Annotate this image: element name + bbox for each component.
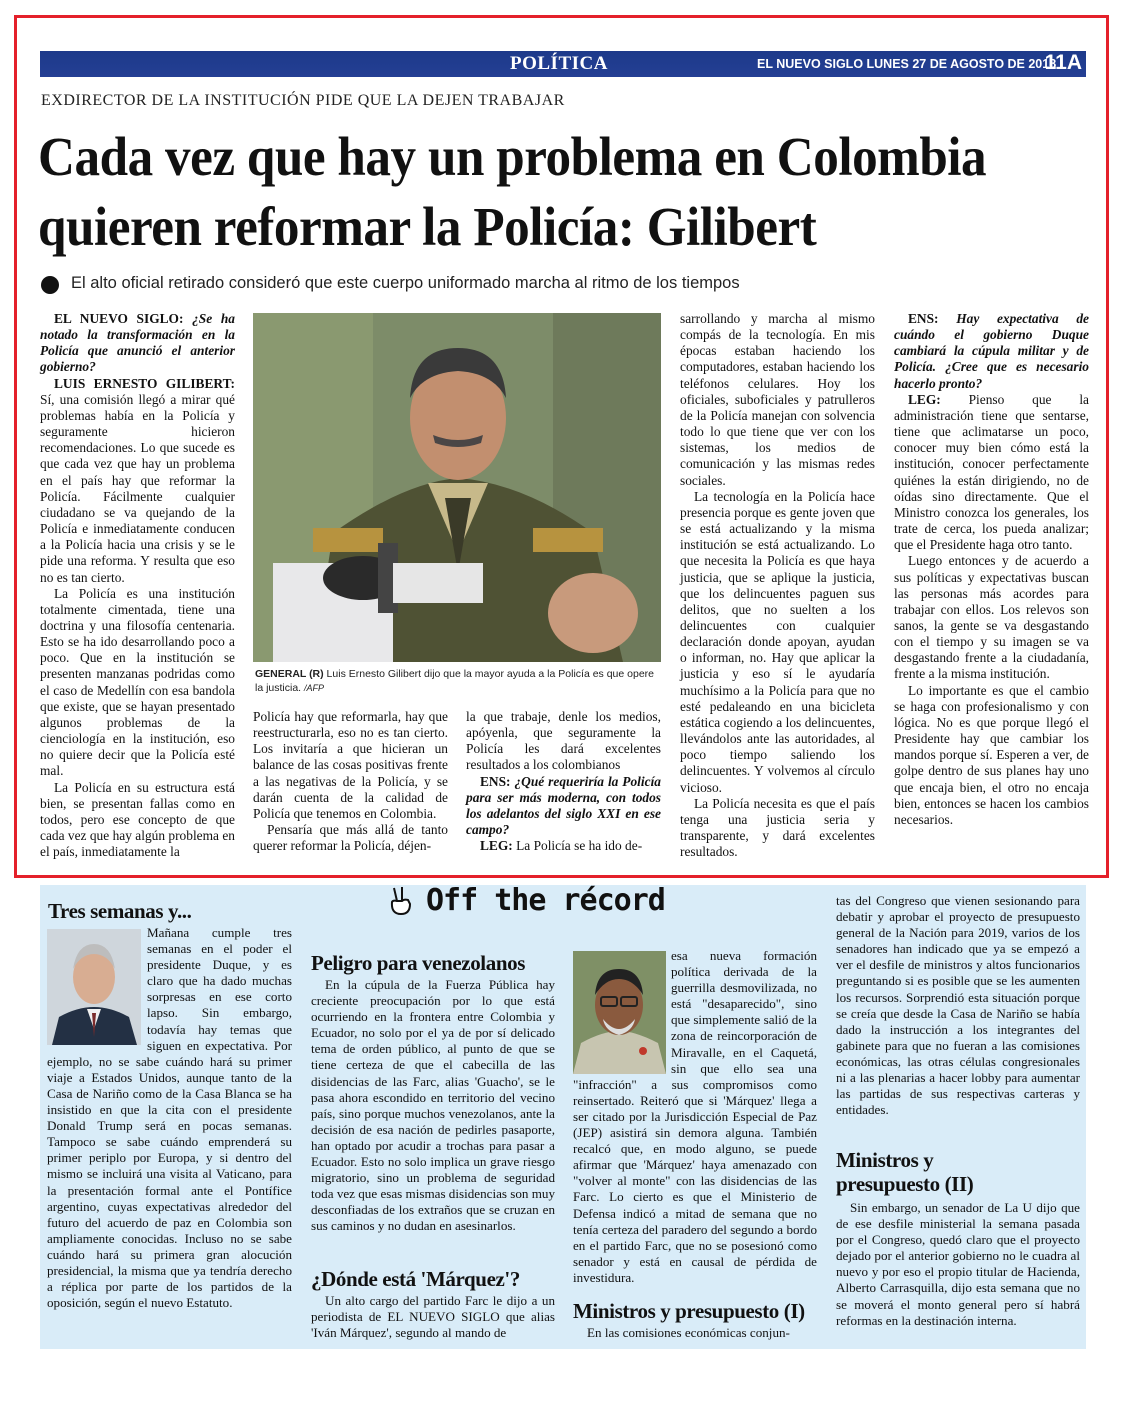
peace-hand-icon xyxy=(388,886,414,916)
article-column-4 xyxy=(680,311,875,860)
paragraph: La Policía necesita es que el país tenga una justicia seria y transparente, y dará excelentes resultados. xyxy=(680,795,875,860)
paragraph: La Policía en su estructura está bien, se presentan fallas como en todos, pero ese concepto de que cada vez que hay algún problema en el país, inmediatamente la xyxy=(40,779,235,860)
section-title-tres-semanas: Tres semanas y... xyxy=(48,899,192,923)
masthead-date: EL NUEVO SIGLO LUNES 27 DE AGOSTO DE 2018 xyxy=(757,57,1057,71)
article-kicker: EXDIRECTOR DE LA INSTITUCIÓN PIDE QUE LA DEJEN TRABAJAR xyxy=(41,92,565,109)
gilibert-photo xyxy=(253,313,661,662)
answer-1: LUIS ERNESTO GILIBERT: Sí, una comisión llegó a mirar qué problemas había en la Policía y seguramente hicieron recomendaciones. Lo que sucede es que cada vez que hay un problema en el país hay que reformar la Policía. Fácilmente cualquier ciudadano se va quejando de la Policía e inmediatamente conducen a la Policía hacia una crisis y se le pide una reforma. Y resulta que eso no es tan cierto. xyxy=(40,375,235,585)
paragraph: La Policía es una institución totalmente cimentada, tiene una doctrina y una filosofía centenaria. Esto se ha ido desarrollando poco a poco. Que en la institución se presenten manzanas podridas como el caso de Medellín con esa bandola que existe, que se hayan presentado algunos problemas de la cienciología en la institución, eso no quiere decir que la Policía esté mal. xyxy=(40,585,235,779)
answer: LEG: Pienso que la administración tiene que sentarse, tiene que aclimatarse un poco, conocer muy bien cómo está la institución, conocer perfectamente quiénes la están dirigiendo, no de oídas sino directamente. Que el Ministro conozca los generales, los trate de cerca, los pueda analizar; que el Presidente haga otro tanto. xyxy=(894,391,1089,553)
paragraph: Un alto cargo del partido Farc le dijo a un periodista de EL NUEVO SIGLO que alias 'Iván Márquez', segundo al mando de xyxy=(311,1293,555,1341)
article-headline xyxy=(38,122,1024,262)
paragraph: Lo importante es que el cambio se haga con profesionalismo y con lógica. No es que porque llegó el Presidente hay que cambiar los mandos porque sí. Esperen a ver, de golpe dentro de sus planes hay uno que encaja bien, el otro no encaja bien, entonces se hacen los cambios necesarios. xyxy=(894,682,1089,827)
article-column-3 xyxy=(466,709,661,854)
question-1: EL NUEVO SIGLO: ¿Se ha notado la transformación en la Policía que anunció el anterior gobierno? xyxy=(40,311,236,375)
headline-line-1: Cada vez que hay un problema en Colombia xyxy=(38,126,987,187)
paragraph: La tecnología en la Policía hace presencia porque es gente joven que se está actualizando y la misma institución se está actualizando. Lo que necesita la Policía es que haya justicia, que se aplique la justicia, que los delincuentes paguen sus delitos, que no suelten a los delincuentes con cualquier declaración donde apoyan, ayudan o informan, no. Hay que aplicar la justicia y eso sí le ayudaría muchísimo a la Policía para que no esté pedaleando en una bicicleta estática cogiendo a los delincuentes, llevándolos ante las autoridades, al poco tiempo saliendo los delincuentes. Y volvemos al círculo vicioso. xyxy=(680,488,875,795)
paragraph: Policía hay que reformarla, hay que reestructurarla, eso no es tan cierto. Los invitaría a que hicieran un balance de las cosas positivas frente a las negativas de la Policía, y se darán cuenta de la calidad de Policía que tenemos en Colombia. xyxy=(253,709,448,821)
section-text-ministros-i-cont xyxy=(836,893,1080,1118)
off-the-record-title: Off the récord xyxy=(426,883,665,918)
question: ENS: ¿Qué requeriría la Policía para ser más moderna, con todos los adelantos del siglo XXI en ese campo? xyxy=(466,773,661,838)
section-name: POLÍTICA xyxy=(510,53,608,74)
section-title-ministros-i: Ministros y presupuesto (I) xyxy=(573,1299,805,1323)
article-column-5 xyxy=(894,311,1089,828)
page-number: 11A xyxy=(1044,51,1082,74)
paragraph: sarrollando y marcha al mismo compás de la tecnología. En mis épocas estaban haciendo los computadores, estaban haciendo los teléfonos celulares. Hoy los oficiales, suboficiales y patrulleros de la Policía manejan con solvencia todo lo que tiene que ver con los sistemas, los medios de comunicación y las mismas redes sociales. xyxy=(680,311,875,488)
page-header-bar xyxy=(40,51,1086,77)
photo-illustration xyxy=(253,313,661,662)
paragraph: Mañana cumple tres semanas en el poder el presidente Duque, y es claro que ha dado muchas sorpresas en ese corto lapso. Sin embargo, todavía hay temas que siguen en expectativa. Por ejemplo, no se sabe cuándo hará su primer viaje a Estados Unidos, aunque tanto de la Casa de Nariño como de la Casa Blanca se ha insistido en que la cita con el presidente Donald Trump será en pocas semanas. Tampoco se sabe cuándo emprenderá su primer periplo por Europa, y si dentro del mismo se incluirá una visita al Vaticano, para la presentación formal ante el Pontífice argentino, cuyas expectativas alrededor del futuro del acuerdo de paz en Colombia son ampliamente conocidas. Incluso no se sabe cuándo hará su primera gran alocución presidencial, la misma que ya tendría derecho a réplica por parte de los partidos de la oposición, según el nuevo Estatuto. xyxy=(47,925,292,1311)
article-subhead: El alto oficial retirado consideró que este cuerpo uniformado marcha al ritmo de los tiempos xyxy=(71,274,740,292)
article-column-2 xyxy=(253,709,448,854)
section-text-donde-esta xyxy=(311,1293,555,1341)
section-title-donde-esta: ¿Dónde está 'Márquez'? xyxy=(311,1267,520,1291)
paragraph: Sin embargo, un senador de La U dijo que de ese desfile ministerial la semana pasada por el Congreso, quedó claro que el proyecto dejado por el anterior gobierno no le cuadra al nuevo y por eso el propio titular de Hacienda, Alberto Carrasquilla, dijo esta semana que no se moverá el monto general pero sí habrá reformas en la destinación interna. xyxy=(836,1200,1080,1328)
paragraph: Luego entonces y de acuerdo a sus políticas y expectativas buscan las personas más acordes para trabajar con ellos. Los relevos son sanos, la gente se va desgastando con el tiempo y su imagen se va desgastando frente a la ciudadanía, frente a la misma institución. xyxy=(894,553,1089,682)
paragraph: la que trabaje, denle los medios, apóyenla, que seguramente la Policía les dará excelentes resultados a los colombianos xyxy=(466,709,661,773)
section-text-tres-semanas xyxy=(47,925,292,1311)
article-column-1 xyxy=(40,311,235,860)
paragraph: Pensaría que más allá de tanto querer reformar la Policía, déjen- xyxy=(253,822,448,854)
answer: LEG: La Policía se ha ido de- xyxy=(480,838,643,854)
headline-line-2: quieren reformar la Policía: Gilibert xyxy=(38,196,817,257)
paragraph: En las comisiones económicas conjun- xyxy=(587,1325,790,1340)
section-text-peligro xyxy=(311,977,555,1235)
paragraph: tas del Congreso que vienen sesionando para debatir y aprobar el proyecto de presupuesto general de la Nación para 2019, varios de los senadores han indicado que ya se empezó a ver el desfile de ministros y altos funcionarios preguntando si es posible que se les aumenten los recursos. Sorprendió esta situación porque se creía que desde la Casa de Nariño se había dado la instrucción a los integrantes del gabinete para que no fueran a las comisiones económicas, las otras células congresionales ni a las plenarias a hacer lobby para aumentar las partidas de sus respectivas carteras y entidades. xyxy=(836,893,1080,1118)
paragraph: esa nueva formación política derivada de la guerrilla desmovilizada, no está "desaparecido", sino que simplemente salió de la zona de reincorporación de Miravalle, en el Caquetá, sin que ello sea una "infracción" a sus compromisos como reinsertado. Reiteró que si 'Márquez' llega a ser citado por la Jurisdicción Especial de Paz (JEP) asistirá sin demora alguna. También recalcó que, en modo alguno, se puede afirmar que 'Márquez' haya amenazado con "volver al monte" con las disidencias de las Farc. Lo cierto es que el Ministerio de Defensa indicó a mitad de semana que no tenía certeza del paradero del segundo a bordo en el partido Farc, que no se posesionó como senador y está en causal de pérdida de investidura. xyxy=(573,948,817,1285)
section-title-peligro: Peligro para venezolanos xyxy=(311,951,525,975)
photo-caption: GENERAL (R) Luis Ernesto Gilibert dijo que la mayor ayuda a la Policía es que opere la justicia. /AFP xyxy=(255,668,654,694)
section-text-donde-esta-cont xyxy=(573,948,817,1286)
section-text-ministros-i xyxy=(573,1325,817,1341)
section-title-ministros-ii: Ministros y presupuesto (II) xyxy=(836,1148,974,1196)
question: ENS: Hay expectativa de cuándo el gobierno Duque cambiará la cúpula militar y de Policía. ¿Cree que es necesario hacerlo pronto? xyxy=(894,311,1089,391)
paragraph: En la cúpula de la Fuerza Pública hay creciente preocupación por lo que está ocurriendo en la frontera entre Colombia y Ecuador, no solo por el ya de por sí delicado tema de orden público, al punto de que se tiene certeza de que el cabecilla de las disidencias de las Farc, alias 'Guacho', se le pasa ahora escondido en territorio del vecino país, sino porque muchos venezolanos, ante la decisión de esa nación de pedirles pasaporte, han optado por acudir a trochas para pasar a Ecuador. Esto no solo implica un grave riesgo migratorio, sino un problema de seguridad toda vez que esas mismas disidencias son muy desconfiadas de los extraños que se cruzan en sus caminos y no dudan en asesinarlos. xyxy=(311,977,556,1234)
section-text-ministros-ii xyxy=(836,1200,1080,1329)
bullet-icon xyxy=(41,276,59,294)
